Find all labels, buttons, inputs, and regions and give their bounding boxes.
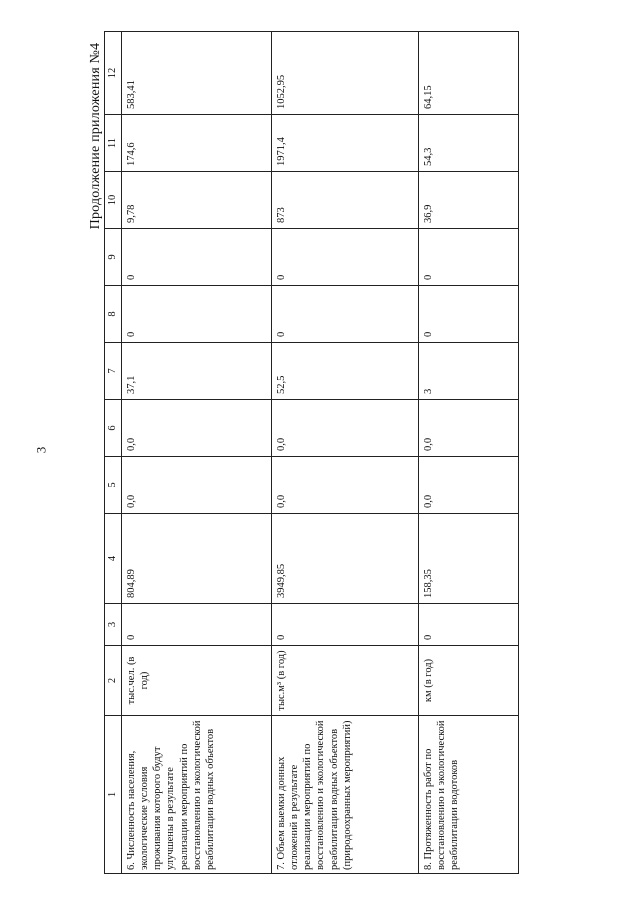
value-cell: 0,0: [419, 457, 519, 514]
indicator-name: 8. Протяженность работ по восстановлению и экологической реабилитации водотоков: [419, 716, 519, 874]
value-cell: 0: [419, 604, 519, 646]
column-header: 6: [105, 400, 122, 457]
page-number: 3: [33, 446, 49, 454]
value-cell: 3949,85: [272, 514, 419, 604]
column-header: 1: [105, 716, 122, 874]
value-cell: 52,5: [272, 343, 419, 400]
value-cell: 1052,95: [272, 32, 419, 115]
indicator-name: 6. Численность населения, экологические условия проживания которого будут улучшены в результате реализации мероприятий по восстановлению и экологической реабилитации водных объектов: [122, 716, 272, 874]
unit-cell: тыс.м³ (в год): [272, 646, 419, 716]
value-cell: 0,0: [272, 400, 419, 457]
value-cell: 0: [122, 286, 272, 343]
column-header: 11: [105, 115, 122, 172]
value-cell: 0: [419, 286, 519, 343]
column-header: 5: [105, 457, 122, 514]
value-cell: 3: [419, 343, 519, 400]
value-cell: 583,41: [122, 32, 272, 115]
value-cell: 0,0: [419, 400, 519, 457]
continuation-title: Продолжение приложения №4: [88, 42, 103, 230]
data-table-wrapper: [104, 32, 519, 874]
value-cell: 0: [272, 604, 419, 646]
value-cell: 0,0: [122, 400, 272, 457]
table-row: [272, 32, 419, 874]
table-row: [122, 32, 272, 874]
data-table: [104, 31, 519, 874]
value-cell: 1971,4: [272, 115, 419, 172]
column-header: 10: [105, 172, 122, 229]
column-header: 4: [105, 514, 122, 604]
value-cell: 174,6: [122, 115, 272, 172]
column-header: 7: [105, 343, 122, 400]
value-cell: 0: [272, 229, 419, 286]
value-cell: 0: [122, 604, 272, 646]
column-header: 8: [105, 286, 122, 343]
value-cell: 0,0: [272, 457, 419, 514]
value-cell: 54,3: [419, 115, 519, 172]
value-cell: 873: [272, 172, 419, 229]
column-header: 12: [105, 32, 122, 115]
value-cell: 0: [272, 286, 419, 343]
value-cell: 36,9: [419, 172, 519, 229]
column-header: 9: [105, 229, 122, 286]
value-cell: 0,0: [122, 457, 272, 514]
value-cell: 64,15: [419, 32, 519, 115]
unit-cell: тыс.чел. (в год): [122, 646, 272, 716]
table-row: [419, 32, 519, 874]
column-header: 3: [105, 604, 122, 646]
value-cell: 0: [122, 229, 272, 286]
value-cell: 0: [419, 229, 519, 286]
value-cell: 9,78: [122, 172, 272, 229]
value-cell: 804,89: [122, 514, 272, 604]
header-row: [105, 32, 122, 874]
column-header: 2: [105, 646, 122, 716]
value-cell: 158,35: [419, 514, 519, 604]
unit-cell: км (в год): [419, 646, 519, 716]
value-cell: 37,1: [122, 343, 272, 400]
indicator-name: 7. Объем выемки донных отложений в результате реализации мероприятий по восстановлению и экологической реабилитации водных объектов (природоохранных мероприятий): [272, 716, 419, 874]
